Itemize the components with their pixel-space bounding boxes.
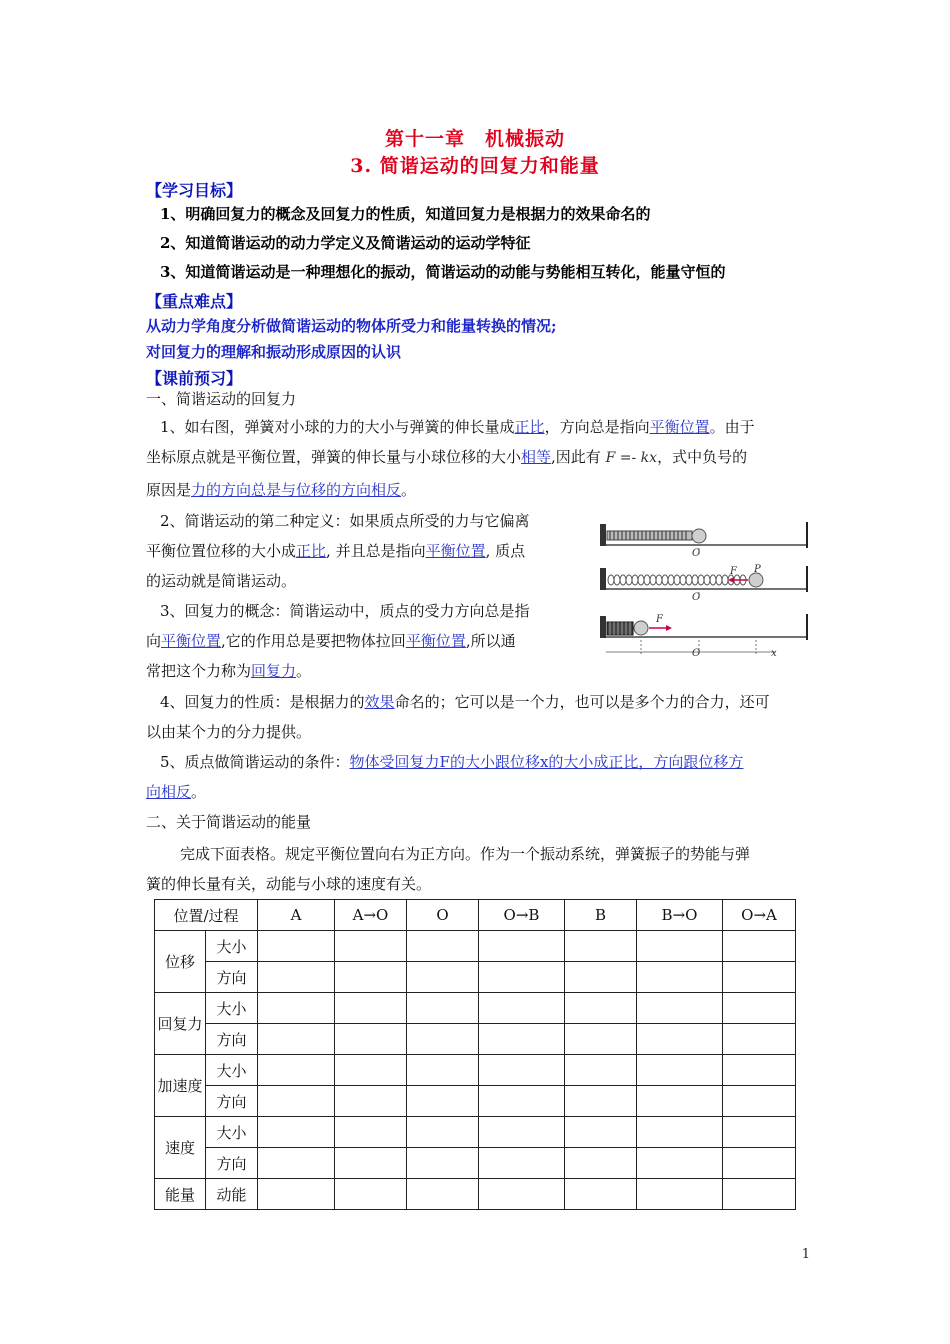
p3-line2: 向平衡位置,它的作用总是要把物体拉回平衡位置,所以通: [146, 632, 516, 650]
blank-cell[interactable]: [258, 1086, 335, 1117]
answer-blank: 平衡位置: [649, 418, 710, 436]
p5-line1: 5、质点做简谐运动的条件：物体受回复力F的大小跟位移x的大小成正比，方向跟位移方: [160, 753, 744, 771]
row-sub-label: 方向: [206, 1086, 258, 1117]
table-row: [155, 1148, 796, 1179]
blank-cell[interactable]: [407, 1086, 479, 1117]
column-header: B→O: [637, 900, 723, 931]
row-group-label: 位移: [155, 931, 206, 993]
p3-line3: 常把这个力称为回复力。: [146, 662, 312, 680]
blank-cell[interactable]: [335, 1086, 407, 1117]
table-row: [155, 1024, 796, 1055]
blank-cell[interactable]: [723, 1024, 796, 1055]
table-header-row: [155, 900, 796, 931]
blank-cell[interactable]: [637, 993, 723, 1024]
answer-blank: 物体受回复力F的大小跟位移x的大小成正比，方向跟位移方: [349, 753, 744, 771]
row-sub-label: 方向: [206, 1024, 258, 1055]
part2-title: 二、关于简谐运动的能量: [146, 813, 312, 831]
column-header: A→O: [335, 900, 407, 931]
blank-cell[interactable]: [258, 993, 335, 1024]
p6-line2: 簧的伸长量有关，动能与小球的速度有关。: [146, 875, 432, 893]
blank-cell[interactable]: [258, 1024, 335, 1055]
blank-cell[interactable]: [479, 1148, 565, 1179]
table-row: [155, 1055, 796, 1086]
energy-table: [154, 899, 796, 1210]
blank-cell[interactable]: [723, 993, 796, 1024]
row-sub-label: 大小: [206, 1055, 258, 1086]
blank-cell[interactable]: [723, 1148, 796, 1179]
blank-cell[interactable]: [335, 1024, 407, 1055]
table-row: [155, 931, 796, 962]
blank-cell[interactable]: [723, 931, 796, 962]
label-o: O: [692, 548, 701, 559]
goal-item: 3、知道简谐运动是一种理想化的振动，简谐运动的动能与势能相互转化，能量守恒的: [160, 263, 726, 281]
answer-blank: 平衡位置: [425, 542, 486, 560]
blank-cell[interactable]: [407, 1024, 479, 1055]
blank-cell[interactable]: [565, 1117, 637, 1148]
goal-item: 1、明确回复力的概念及回复力的性质，知道回复力是根据力的效果命名的: [160, 205, 651, 223]
row-sub-label: 大小: [206, 1117, 258, 1148]
diagram-row-compressed: [600, 614, 808, 659]
blank-cell[interactable]: [258, 931, 335, 962]
diagram-row-rest: [600, 522, 808, 559]
blank-cell[interactable]: [335, 1117, 407, 1148]
blank-cell[interactable]: [335, 931, 407, 962]
blank-cell[interactable]: [258, 1117, 335, 1148]
blank-cell[interactable]: [258, 962, 335, 993]
label-f: F: [656, 614, 663, 625]
blank-cell[interactable]: [565, 962, 637, 993]
row-sub-label: 方向: [206, 1148, 258, 1179]
label-o: O: [692, 648, 701, 659]
blank-cell[interactable]: [637, 962, 723, 993]
answer-blank: 平衡位置: [161, 632, 222, 650]
blank-cell[interactable]: [723, 1086, 796, 1117]
goal-item: 2、知道简谐运动的动力学定义及简谐运动的运动学特征: [160, 234, 531, 252]
blank-cell[interactable]: [258, 1179, 335, 1210]
label-f: F: [730, 566, 737, 577]
blank-cell[interactable]: [479, 1024, 565, 1055]
column-header: A: [258, 900, 335, 931]
blank-cell[interactable]: [479, 962, 565, 993]
label-o: O: [692, 592, 701, 603]
p4-line2: 以由某个力的分力提供。: [146, 723, 312, 741]
blank-cell[interactable]: [335, 993, 407, 1024]
column-header: O→B: [479, 900, 565, 931]
answer-blank: 向相反: [146, 783, 192, 801]
page-number: 1: [801, 1247, 810, 1262]
blank-cell[interactable]: [637, 931, 723, 962]
p2-line1: 2、简谐运动的第二种定义：如果质点所受的力与它偏离: [160, 512, 530, 530]
p2-line3: 的运动就是简谐运动。: [146, 572, 297, 590]
blank-cell[interactable]: [723, 1117, 796, 1148]
p1-line3: 原因是力的方向总是与位移的方向相反。: [146, 481, 417, 499]
blank-cell[interactable]: [335, 1179, 407, 1210]
p2-line2: 平衡位置位移的大小成正比, 并且总是指向平衡位置, 质点: [146, 542, 526, 560]
blank-cell[interactable]: [637, 1024, 723, 1055]
column-header: O→A: [723, 900, 796, 931]
row-group-label: 加速度: [155, 1055, 206, 1117]
blank-cell[interactable]: [407, 1148, 479, 1179]
blank-cell[interactable]: [407, 962, 479, 993]
answer-blank: 正比: [514, 418, 545, 436]
p1-line1: 1、如右图，弹簧对小球的力的大小与弹簧的伸长量成正比，方向总是指向平衡位置。由于: [160, 418, 755, 436]
blank-cell[interactable]: [479, 1055, 565, 1086]
formula: F =- kx: [605, 450, 658, 466]
column-header: B: [565, 900, 637, 931]
blank-cell[interactable]: [335, 1055, 407, 1086]
blank-cell[interactable]: [407, 1055, 479, 1086]
blank-cell[interactable]: [565, 1055, 637, 1086]
answer-blank: 效果: [364, 693, 395, 711]
answer-blank: 平衡位置: [405, 632, 466, 650]
blank-cell[interactable]: [479, 931, 565, 962]
blank-cell[interactable]: [479, 1086, 565, 1117]
blank-cell[interactable]: [637, 1148, 723, 1179]
table-row: [155, 1086, 796, 1117]
blank-cell[interactable]: [258, 1055, 335, 1086]
table-row: [155, 993, 796, 1024]
row-group-label: 速度: [155, 1117, 206, 1179]
blank-cell[interactable]: [723, 962, 796, 993]
blank-cell[interactable]: [479, 1117, 565, 1148]
label-x: x: [771, 648, 777, 659]
row-sub-label: 大小: [206, 993, 258, 1024]
goals-header: 【学习目标】: [146, 181, 243, 200]
p1-line2: 坐标原点就是平衡位置，弹簧的伸长量与小球位移的大小相等,因此有 F =- kx，式中负号的: [146, 448, 748, 466]
blank-cell[interactable]: [723, 1055, 796, 1086]
preview-header: 【课前预习】: [146, 369, 243, 388]
row-sub-label: 动能: [206, 1179, 258, 1210]
row-group-label: 回复力: [155, 993, 206, 1055]
blank-cell[interactable]: [407, 931, 479, 962]
lesson-title: 3. 简谐运动的回复力和能量: [350, 155, 600, 177]
blank-cell[interactable]: [637, 1179, 723, 1210]
table-corner: 位置/过程: [155, 900, 258, 931]
answer-blank: 回复力: [251, 662, 297, 680]
blank-cell[interactable]: [637, 1055, 723, 1086]
blank-cell[interactable]: [335, 1148, 407, 1179]
diagram-row-stretched: [600, 564, 808, 603]
blank-cell[interactable]: [565, 931, 637, 962]
blank-cell[interactable]: [637, 1117, 723, 1148]
column-header: O: [407, 900, 479, 931]
table-row: [155, 1117, 796, 1148]
blank-cell[interactable]: [723, 1179, 796, 1210]
p3-line1: 3、回复力的概念：简谐运动中，质点的受力方向总是指: [160, 602, 530, 620]
blank-cell[interactable]: [479, 993, 565, 1024]
blank-cell[interactable]: [407, 1117, 479, 1148]
blank-cell[interactable]: [565, 1086, 637, 1117]
blank-cell[interactable]: [565, 1179, 637, 1210]
row-group-label: 能量: [155, 1179, 206, 1210]
label-p: P: [754, 564, 761, 575]
blank-cell[interactable]: [407, 993, 479, 1024]
spring-oscillator-figure: [596, 516, 812, 662]
part1-title: 一、简谐运动的回复力: [146, 390, 297, 408]
blank-cell[interactable]: [335, 962, 407, 993]
p4-line1: 4、回复力的性质：是根据力的效果命名的；它可以是一个力，也可以是多个力的合力，还可: [160, 693, 770, 711]
blank-cell[interactable]: [565, 993, 637, 1024]
blank-cell[interactable]: [479, 1179, 565, 1210]
keypoint-line: 对回复力的理解和振动形成原因的认识: [146, 343, 402, 361]
blank-cell[interactable]: [407, 1179, 479, 1210]
blank-cell[interactable]: [637, 1086, 723, 1117]
p6-line1: 完成下面表格。规定平衡位置向右为正方向。作为一个振动系统，弹簧振子的势能与弹: [180, 845, 751, 863]
row-sub-label: 方向: [206, 962, 258, 993]
p5-line2: 向相反。: [146, 783, 207, 801]
answer-blank: 相等: [521, 448, 552, 466]
blank-cell[interactable]: [258, 1148, 335, 1179]
answer-blank: 力的方向总是与位移的方向相反: [191, 481, 402, 499]
blank-cell[interactable]: [565, 1148, 637, 1179]
keypoints-header: 【重点难点】: [146, 292, 243, 311]
table-row: [155, 962, 796, 993]
chapter-title: 第十一章 机械振动: [384, 128, 565, 150]
blank-cell[interactable]: [565, 1024, 637, 1055]
row-sub-label: 大小: [206, 931, 258, 962]
table-row: [155, 1179, 796, 1210]
answer-blank: 正比: [296, 542, 327, 560]
keypoint-line: 从动力学角度分析做简谐运动的物体所受力和能量转换的情况;: [146, 317, 557, 335]
